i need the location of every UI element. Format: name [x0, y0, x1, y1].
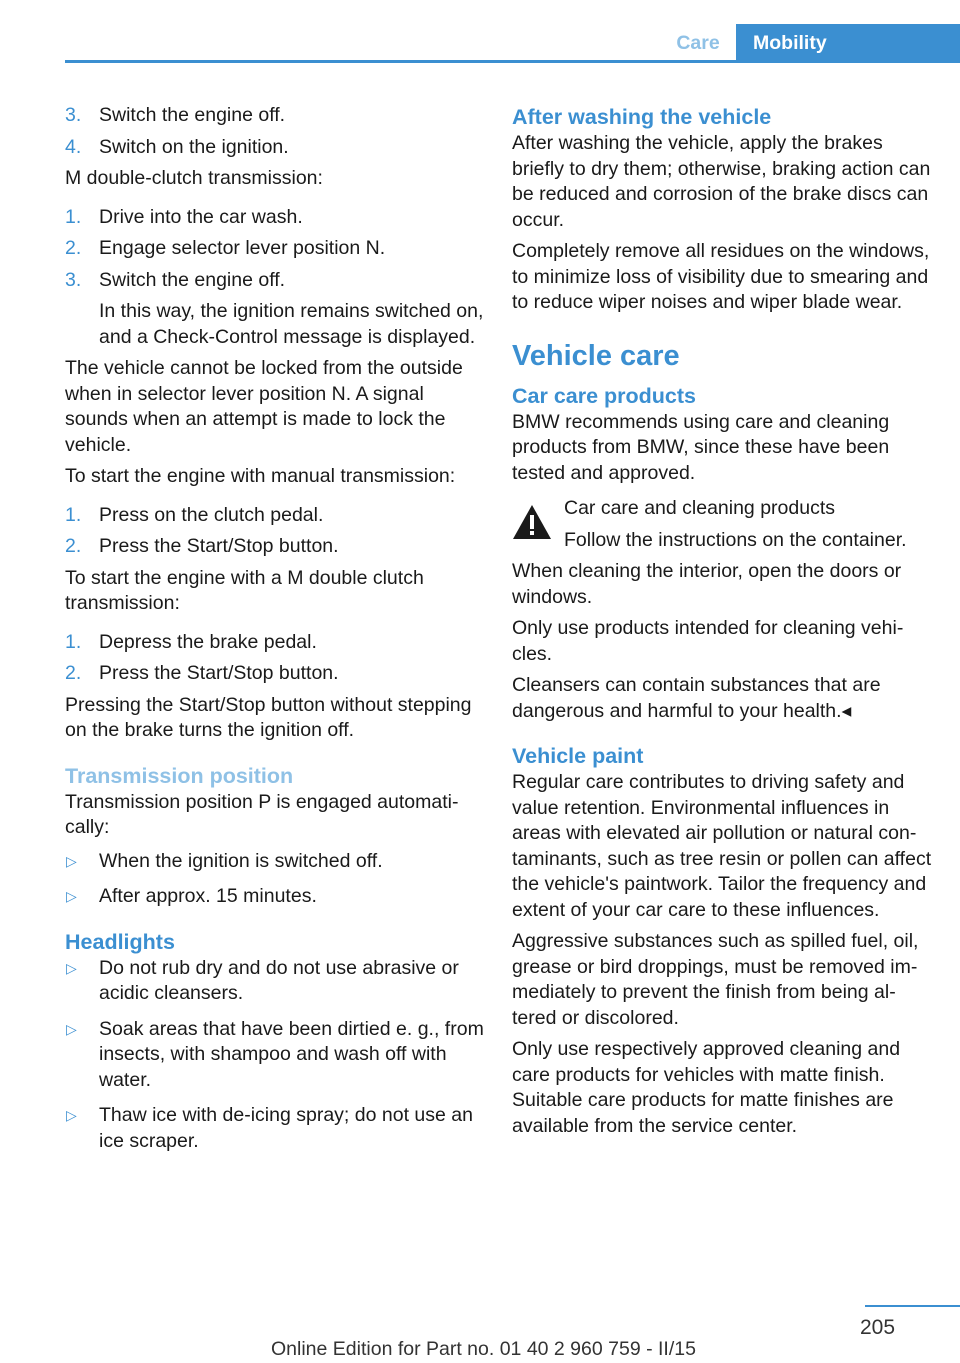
list-item [65, 956, 485, 1007]
manual-heading: To start the engine with manual transmission: [65, 465, 456, 487]
vehicle-care-heading: Vehicle care [512, 339, 680, 372]
steps-list-d [65, 630, 485, 687]
car-care-heading: Car care products [512, 383, 697, 408]
headlights-heading: Headlights [65, 929, 175, 954]
list-item [65, 503, 485, 529]
step-text: Drive into the car wash. [99, 205, 303, 228]
step-text: Switch the engine off. [99, 268, 286, 291]
after-wash-heading: After washing the vehicle [512, 105, 772, 129]
list-item [65, 103, 485, 129]
steps-list-a [65, 103, 485, 160]
transmission-intro: Transmission position P is engaged automatically: [65, 790, 459, 838]
list-item [65, 1017, 485, 1094]
step-number: 2. [65, 662, 82, 684]
page-number: 205 [860, 1316, 896, 1339]
after-wash-paragraph-1: After washing the vehicle, apply the brakes briefly to dry them; otherwise, braking action can be reduced and corrosion of the brake discs can occur. [512, 132, 931, 231]
bullet-triangle-icon: ▷ [66, 888, 77, 904]
bullet-text: Do not rub dry and do not use abrasive or acidic cleansers. [99, 956, 459, 1004]
list-item [65, 661, 485, 687]
bullet-text: After approx. 15 minutes. [99, 885, 317, 907]
step-text: Switch the engine off. [99, 104, 286, 126]
warning-text: Follow the instructions on the container. [564, 528, 907, 551]
step-number: 1. [65, 630, 82, 653]
after-wash-paragraph-2: Completely remove all residues on the windows, to minimize loss of visibility due to smearing and to reduce wiper noises and wiper blade wear. [512, 240, 930, 313]
step-note: In this way, the ignition remains switched on, and a Check-Control message is displayed. [99, 300, 484, 348]
locked-paragraph: The vehicle cannot be locked from the outside when in selector lever position N. A signal sounds when an attempt is made to lock the vehicle. [65, 357, 463, 456]
care-paragraph-2: When cleaning the interior, open the doors or windows. [512, 560, 902, 608]
list-item [65, 849, 485, 875]
bullet-text: Soak areas that have been dirtied e. g., from insects, with shampoo and wash off with water. [99, 1017, 484, 1091]
list-item [65, 205, 485, 231]
tab-mobility[interactable]: Mobility [736, 24, 960, 63]
list-item [65, 884, 485, 910]
warning-title: Car care and cleaning products [564, 497, 835, 519]
step-text: Press on the clutch pedal. [99, 503, 324, 526]
steps-list-b [65, 205, 485, 351]
list-item [65, 135, 485, 161]
bullet-triangle-icon: ▷ [66, 1107, 77, 1123]
transmission-heading: Transmission position [65, 763, 294, 788]
list-item [65, 268, 485, 294]
step-text: Engage selector lever position N. [99, 237, 386, 259]
step-number: 4. [65, 135, 82, 158]
paint-paragraph-1: Regular care contributes to driving safety and value retention. Environmental influences in areas with elevated air pollution or natural contaminants, such as tree resin or pollen can affect the vehicle's paintwork. Tailor the frequency and extent of your car care to these influences. [512, 771, 932, 921]
step-text: Switch on the ignition. [99, 135, 289, 158]
step-text: Press the Start/Stop button. [99, 535, 339, 557]
startstop-paragraph: Pressing the Start/Stop button without stepping on the brake turns the ignition off. [65, 693, 472, 741]
step-text: Depress the brake pedal. [99, 630, 317, 653]
step-number: 3. [65, 268, 82, 291]
step-number: 1. [65, 503, 82, 526]
headlights-bullets [65, 956, 485, 1155]
step-text: Press the Start/Stop button. [99, 662, 339, 684]
care-paragraph-4: Cleansers can contain substances that are dangerous and harmful to your health.◂ [512, 674, 881, 722]
bullet-text: When the ignition is switched off. [99, 849, 383, 872]
warning-triangle-icon [512, 504, 552, 540]
bullet-triangle-icon: ▷ [66, 1020, 77, 1037]
list-item [65, 1103, 485, 1154]
car-care-paragraph: BMW recommends using care and cleaning products from BMW, since these have been tested and approved. [512, 410, 890, 484]
list-item [65, 534, 485, 560]
paint-paragraph-3: Only use respectively approved cleaning and care products for vehicles with matte finish. Suitable care products for matte finishes are available from the service center. [512, 1038, 901, 1137]
paint-heading: Vehicle paint [512, 744, 644, 768]
transmission-bullets [65, 849, 485, 910]
footer-rule [865, 1305, 960, 1307]
right-column [512, 103, 932, 1145]
dct-heading: M double-clutch transmission: [65, 167, 323, 189]
dct-start-heading: To start the engine with a M double clutch transmission: [65, 566, 424, 614]
bullet-text: Thaw ice with de-icing spray; do not use an ice scraper. [99, 1104, 473, 1152]
warning-box [512, 496, 932, 553]
edition-text: Online Edition for Part no. 01 40 2 960 759 - II/15 [271, 1338, 696, 1360]
paint-paragraph-2: Aggressive substances such as spilled fuel, oil, grease or bird droppings, must be removed immediately to prevent the finish from being altered or discolored. [512, 930, 919, 1029]
list-item [65, 236, 485, 262]
bullet-triangle-icon: ▷ [66, 959, 77, 976]
bullet-triangle-icon: ▷ [66, 852, 77, 869]
step-number: 2. [65, 535, 82, 557]
care-paragraph-3: Only use products intended for cleaning vehicles. [512, 617, 904, 665]
step-number: 3. [65, 104, 82, 126]
list-item [65, 630, 485, 656]
tab-care[interactable]: Care [676, 32, 720, 54]
left-column [65, 103, 485, 1160]
step-number: 1. [65, 205, 82, 228]
steps-list-c [65, 503, 485, 560]
step-number: 2. [65, 237, 82, 259]
